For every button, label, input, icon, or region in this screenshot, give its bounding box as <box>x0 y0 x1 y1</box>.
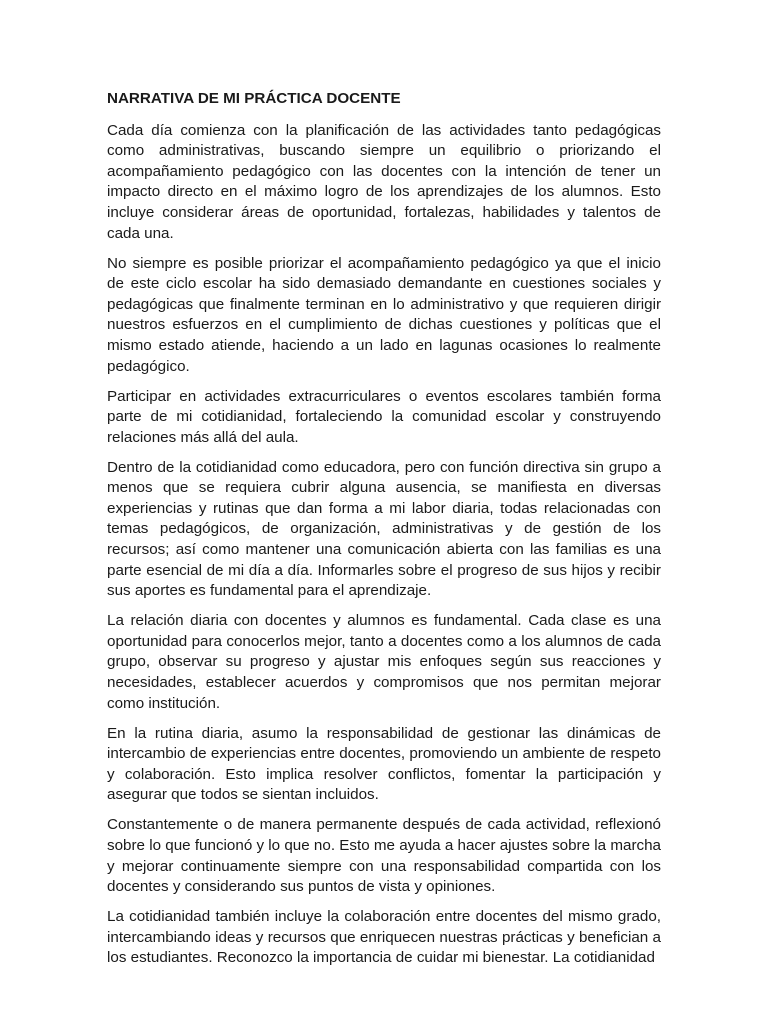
paragraph: Constantemente o de manera permanente después de cada actividad, reflexionó sobre lo que funcionó y lo que no. Esto me ayuda a hacer ajustes sobre la marcha y mejorar continuamente siempre con una responsabilidad compartida con los docentes y considerando sus puntos de vista y opiniones. <box>107 816 661 896</box>
paragraph: La cotidianidad también incluye la colaboración entre docentes del mismo grado, intercambiando ideas y recursos que enriquecen nuestras prácticas y benefician a los estudiantes. Reconozco la importancia de cuidar mi bienestar. La cotidianidad <box>107 908 661 967</box>
paragraph: Participar en actividades extracurriculares o eventos escolares también forma parte de mi cotidianidad, fortaleciendo la comunidad escolar y construyendo relaciones más allá del aula. <box>107 387 661 446</box>
paragraph: La relación diaria con docentes y alumnos es fundamental. Cada clase es una oportunidad para conocerlos mejor, tanto a docentes como a los alumnos de cada grupo, observar su progreso y ajustar mis enfoques según sus reacciones y necesidades, establecer acuerdos y compromisos que nos permitan mejorar como institución. <box>107 612 661 712</box>
paragraph: Dentro de la cotidianidad como educadora, pero con función directiva sin grupo a menos que se requiera cubrir alguna ausencia, se manifiesta en diversas experiencias y rutinas que dan forma a mi labor diaria, todas relacionadas con temas pedagógicos, de organización, administrativas y de gestión de los recursos; así como mantener una comunicación abierta con las familias es una parte esencial de mi día a día. Informarles sobre el progreso de sus hijos y recibir sus aportes es fundamental para el aprendizaje. <box>107 458 661 600</box>
paragraph: No siempre es posible priorizar el acompañamiento pedagógico ya que el inicio de este ciclo escolar ha sido demasiado demandante en cuestiones sociales y pedagógicas que finalmente terminan en lo administrativo y que requieren dirigir nuestros esfuerzos en el cumplimiento de dichas cuestiones y políticas que el mismo estado atiende, haciendo a un lado en lagunas ocasiones lo realmente pedagógico. <box>107 254 661 375</box>
document-page <box>107 89 661 978</box>
paragraph: En la rutina diaria, asumo la responsabilidad de gestionar las dinámicas de intercambio de experiencias entre docentes, promoviendo un ambiente de respeto y colaboración. Esto implica resolver conflictos, fomentar la participación y asegurar que todos se sientan incluidos. <box>107 724 661 804</box>
document-title: NARRATIVA DE MI PRÁCTICA DOCENTE <box>107 90 401 107</box>
paragraph: Cada día comienza con la planificación de las actividades tanto pedagógicas como administrativas, buscando siempre un equilibrio o priorizando el acompañamiento pedagógico con las docentes con la intención de tener un impacto directo en el máximo logro de los aprendizajes de los alumnos. Esto incluye considerar áreas de oportunidad, fortalezas, habilidades y talentos de cada una. <box>107 121 661 242</box>
